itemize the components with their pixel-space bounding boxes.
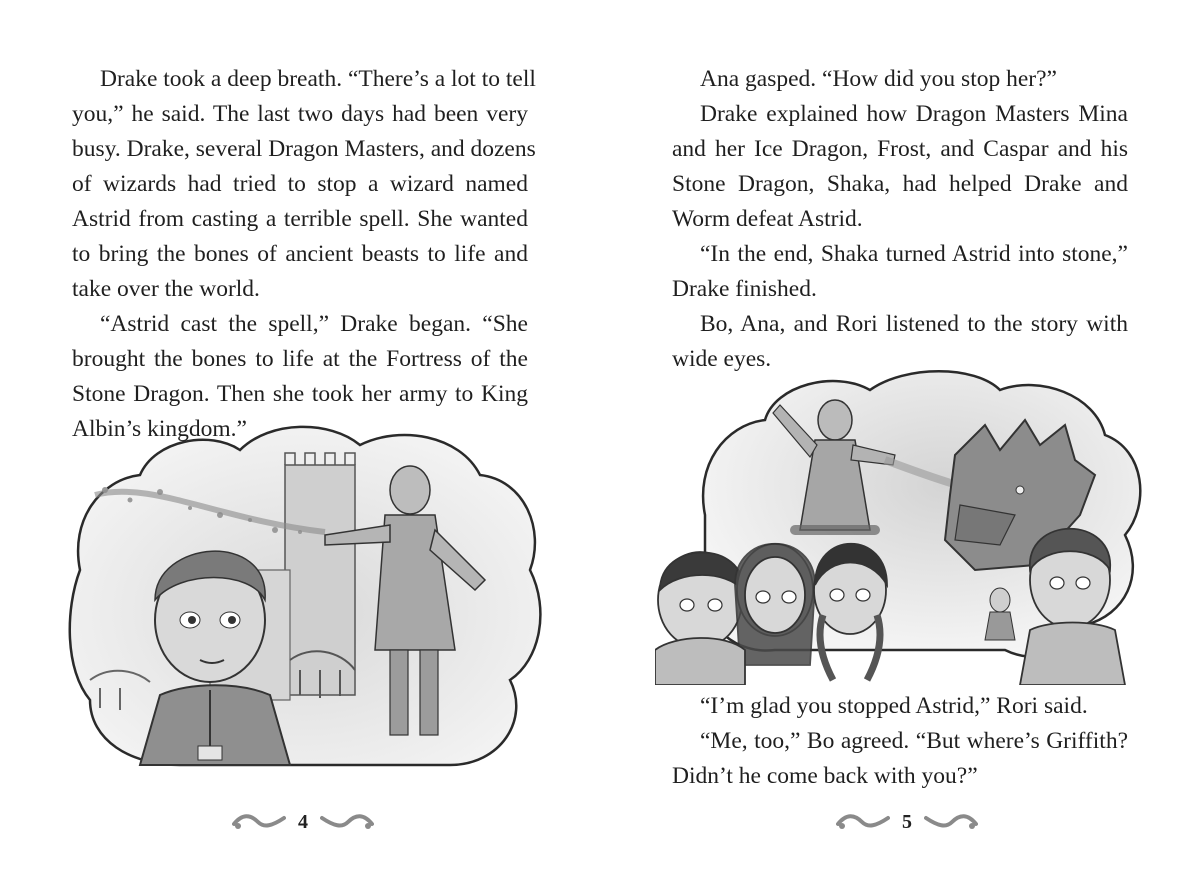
page-number: 5: [902, 810, 912, 833]
right-text-top: [672, 62, 1128, 377]
right-page: [600, 0, 1200, 872]
text-line: “In the end, Shaka turned Astrid into stone,”: [700, 241, 1128, 267]
swash-ornament-icon: [232, 812, 286, 832]
text-line: “Me, too,” Bo agreed. “But where’s Griffith?: [700, 728, 1128, 754]
swash-ornament-icon: [924, 812, 978, 832]
swash-ornament-icon: [836, 812, 890, 832]
text-line: take over the world.: [72, 276, 260, 302]
text-line: busy. Drake, several Dragon Masters, and dozens: [72, 136, 536, 162]
left-paragraph-1: [72, 62, 536, 307]
left-page-footer: [232, 805, 374, 839]
text-line: Bo, Ana, and Rori listened to the story with: [700, 311, 1128, 337]
text-line: Didn’t he come back with you?”: [672, 763, 978, 789]
page-number: 4: [298, 810, 308, 833]
text-line: Albin’s kingdom.”: [72, 416, 247, 442]
thought-bubble-drake-astrid-skeletons-icon: [60, 420, 550, 790]
text-line: of wizards had tried to stop a wizard named: [72, 171, 528, 197]
text-line: you,” he said. The last two days had been very: [72, 101, 528, 127]
text-line: “I’m glad you stopped Astrid,” Rori said.: [700, 693, 1088, 719]
text-line: “Astrid cast the spell,” Drake began. “She: [100, 311, 528, 337]
text-line: and her Ice Dragon, Frost, and Caspar and his: [672, 136, 1128, 162]
text-line: Stone Dragon, Shaka, had helped Drake and: [672, 171, 1128, 197]
text-line: Drake explained how Dragon Masters Mina: [700, 101, 1128, 127]
right-page-footer: [836, 805, 978, 839]
right-text-bottom: [672, 689, 1128, 794]
text-line: to bring the bones of ancient beasts to life and: [72, 241, 528, 267]
right-paragraph-2: [672, 97, 1128, 237]
left-illustration: [60, 420, 550, 790]
text-line: Astrid from casting a terrible spell. She wanted: [72, 206, 528, 232]
text-line: wide eyes.: [672, 346, 772, 372]
right-paragraph-5: [672, 689, 1128, 724]
text-line: Ana gasped. “How did you stop her?”: [700, 66, 1057, 92]
right-paragraph-6: [672, 724, 1128, 794]
right-illustration: [655, 365, 1150, 685]
swash-ornament-icon: [320, 812, 374, 832]
right-paragraph-1: [672, 62, 1128, 97]
text-line: Stone Dragon. Then she took her army to King: [72, 381, 528, 407]
thought-bubble-children-stone-dragon-icon: [655, 365, 1150, 685]
text-line: Drake finished.: [672, 276, 817, 302]
text-line: Drake took a deep breath. “There’s a lot to tell: [100, 66, 536, 92]
right-paragraph-3: [672, 237, 1128, 307]
text-line: brought the bones to life at the Fortress of the: [72, 346, 528, 372]
text-line: Worm defeat Astrid.: [672, 206, 863, 232]
left-text-top: [72, 62, 536, 447]
